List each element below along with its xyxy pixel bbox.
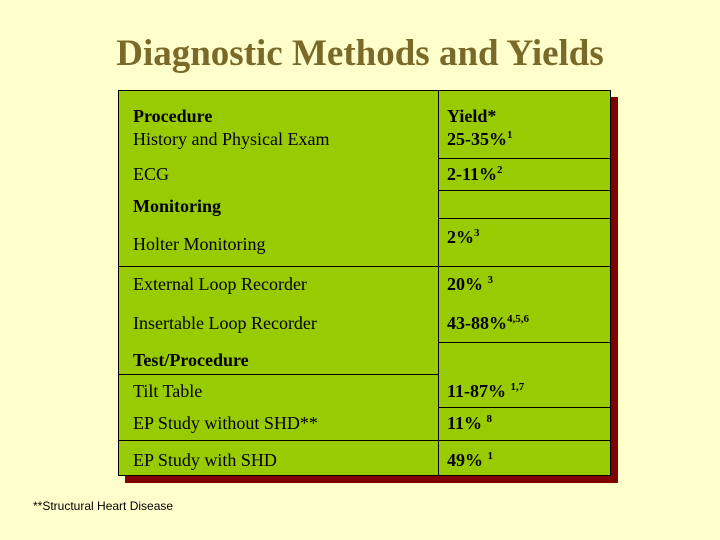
yield-cell: 43-88%$^{4,5,6}$ — [447, 313, 529, 333]
table-border-bottom — [118, 475, 611, 476]
column-divider — [438, 90, 439, 476]
procedure-cell: Insertable Loop Recorder — [133, 313, 317, 333]
yield-cell: 2%$^3$ — [447, 227, 480, 247]
section-heading: Test/Procedure — [133, 350, 249, 370]
footnote: **Structural Heart Disease — [33, 499, 174, 513]
yield-cell: 11-87% $^{1,7}$ — [447, 381, 525, 401]
procedure-cell: External Loop Recorder — [133, 274, 307, 294]
yield-cell: 2-11%$^2$ — [447, 164, 503, 184]
yield-cell: 49% $^1$ — [447, 450, 493, 470]
row-divider — [118, 440, 611, 441]
procedure-header: Procedure — [133, 106, 213, 126]
row-divider — [438, 158, 611, 159]
procedure-cell: EP Study with SHD — [133, 450, 277, 470]
procedure-cell: ECG — [133, 164, 169, 184]
yield-cell: 25-35%$^1$ — [447, 129, 513, 149]
procedure-cell: Tilt Table — [133, 381, 203, 401]
yield-table — [118, 90, 611, 476]
table-border-right — [610, 90, 611, 476]
yield-header: Yield* — [447, 106, 497, 126]
row-divider — [438, 407, 611, 408]
row-divider — [438, 218, 611, 219]
row-divider — [118, 266, 611, 267]
table-border-left — [118, 90, 119, 476]
section-heading: Monitoring — [133, 196, 221, 216]
procedure-cell: Holter Monitoring — [133, 234, 266, 254]
row-divider — [438, 190, 611, 191]
row-divider — [118, 374, 438, 375]
yield-cell: 11% $^8$ — [447, 413, 493, 433]
page-title: Diagnostic Methods and Yields — [116, 33, 604, 74]
table-border-top — [118, 90, 611, 91]
yield-cell: 20% $^3$ — [447, 274, 493, 294]
procedure-cell: History and Physical Exam — [133, 129, 330, 149]
row-divider — [438, 342, 611, 343]
procedure-cell: EP Study without SHD** — [133, 413, 318, 433]
